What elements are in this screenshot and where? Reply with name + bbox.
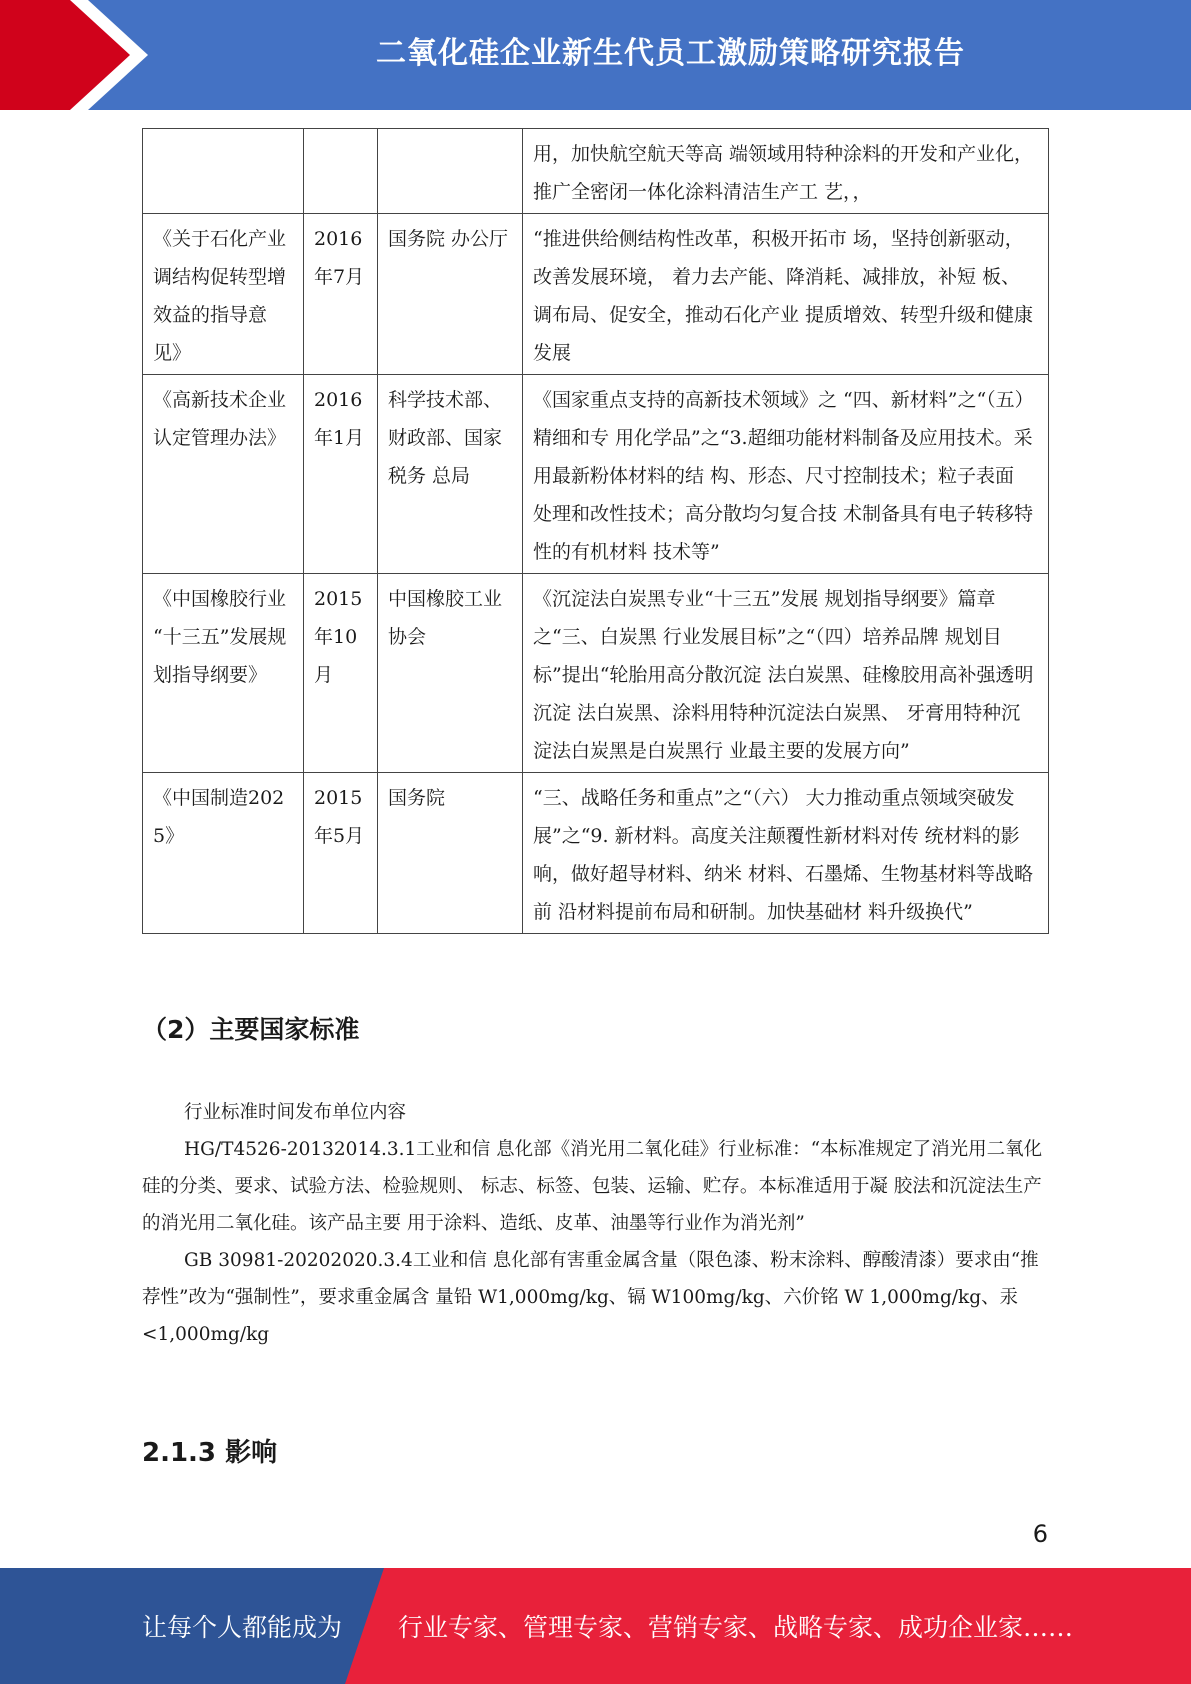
policy-name-cell: 《中国制造2025》 bbox=[143, 773, 304, 934]
policy-table bbox=[142, 128, 1049, 934]
policy-issuer-cell: 国务院 bbox=[378, 773, 523, 934]
policy-content-cell: “三、战略任务和重点”之“（六） 大力推动重点领域突破发展”之“9. 新材料。高度关注颠覆性新材料对传 统材料的影响，做好超导材料、纳米 材料、石墨烯、生物基材料等战略前 沿材料提前布局和研制。加快基础材 料升级换代” bbox=[523, 773, 1049, 934]
page-number: 6 bbox=[1032, 1520, 1048, 1548]
policy-issuer-cell: 国务院 办公厅 bbox=[378, 214, 523, 375]
policy-date-cell: 2015年10月 bbox=[304, 574, 378, 773]
standards-paragraph: GB 30981-20202020.3.4工业和信 息化部有害重金属含量（限色漆、粉末涂料、醇酸清漆）要求由“推荐性”改为“强制性”，要求重金属含 量铅 W1,000mg/kg、镉 W100mg/kg、六价铭 W 1,000mg/kg、汞 <1,000mg/kg bbox=[142, 1250, 1039, 1345]
policy-content-cell: 《沉淀法白炭黑专业“十三五”发展 规划指导纲要》篇章之“三、白炭黑 行业发展目标”之“（四）培养品牌 规划目标”提出“轮胎用高分散沉淀 法白炭黑、硅橡胶用高补强透明沉淀 法白炭黑、涂料用特种沉淀法白炭黑、 牙膏用特种沉淀法白炭黑是白炭黑行 业最主要的发展方向” bbox=[523, 574, 1049, 773]
table-row bbox=[143, 375, 1049, 574]
policy-issuer-cell: 中国橡胶工业 协会 bbox=[378, 574, 523, 773]
standards-text bbox=[142, 1094, 1048, 1353]
footer-slogan-right: 行业专家、管理专家、营销专家、战略专家、成功企业家…… bbox=[398, 1613, 1074, 1642]
policy-content-cell: 用，加快航空航天等高 端领域用特种涂料的开发和产业化， 推广全密闭一体化涂料清洁生产工 艺，， bbox=[523, 129, 1049, 214]
section-heading: 2.1.3 影响 bbox=[142, 1438, 278, 1468]
standards-header-line: 行业标准时间发布单位内容 bbox=[184, 1102, 407, 1123]
policy-content-cell: “推进供给侧结构性改革，积极开拓市 场，坚持创新驱动，改善发展环境， 着力去产能、降消耗、减排放，补短 板、调布局、促安全，推动石化产业 提质增效、转型升级和健康发展 bbox=[523, 214, 1049, 375]
policy-name-cell bbox=[143, 129, 304, 214]
policy-date-cell: 2016年1月 bbox=[304, 375, 378, 574]
footer-slogan-left: 让每个人都能成为 bbox=[142, 1613, 343, 1642]
policy-content-cell: 《国家重点支持的高新技术领域》之 “四、新材料”之“（五）精细和专 用化学品”之“3.超细功能材料制备及应用技术。采用最新粉体材料的结 构、形态、尺寸控制技术；粒子表面 处理和改性技术；高分散均匀复合技 术制备具有电子转移特性的有机材料 技术等” bbox=[523, 375, 1049, 574]
page-footer bbox=[0, 1568, 1191, 1684]
policy-date-cell: 2016年7月 bbox=[304, 214, 378, 375]
policy-name-cell: 《高新技术企业 认定管理办法》 bbox=[143, 375, 304, 574]
document-title: 二氧化硅企业新生代员工激励策略研究报告 bbox=[376, 36, 965, 71]
policy-name-cell: 《关于石化产业 调结构促转型增 效益的指导意见》 bbox=[143, 214, 304, 375]
standards-paragraph: HG/T4526-20132014.3.1工业和信 息化部《消光用二氧化硅》行业标准：“本标准规定了消光用二氧化硅的分类、要求、试验方法、检验规则、 标志、标签、包装、运输、贮存。本标准适用于凝 胶法和沉淀法生产的消光用二氧化硅。该产品主要 用于涂料、造纸、皮革、油墨等行业作为消光剂” bbox=[142, 1139, 1043, 1234]
table-row bbox=[143, 773, 1049, 934]
page-header bbox=[0, 0, 1191, 110]
table-row bbox=[143, 129, 1049, 214]
subsection-heading: （2）主要国家标准 bbox=[142, 1015, 360, 1044]
policy-issuer-cell bbox=[378, 129, 523, 214]
policy-date-cell: 2015年5月 bbox=[304, 773, 378, 934]
table-row bbox=[143, 214, 1049, 375]
table-row bbox=[143, 574, 1049, 773]
policy-name-cell: 《中国橡胶行业 “十三五”发展规划指导纲要》 bbox=[143, 574, 304, 773]
policy-date-cell bbox=[304, 129, 378, 214]
policy-issuer-cell: 科学技术部、 财政部、国家 税务 总局 bbox=[378, 375, 523, 574]
